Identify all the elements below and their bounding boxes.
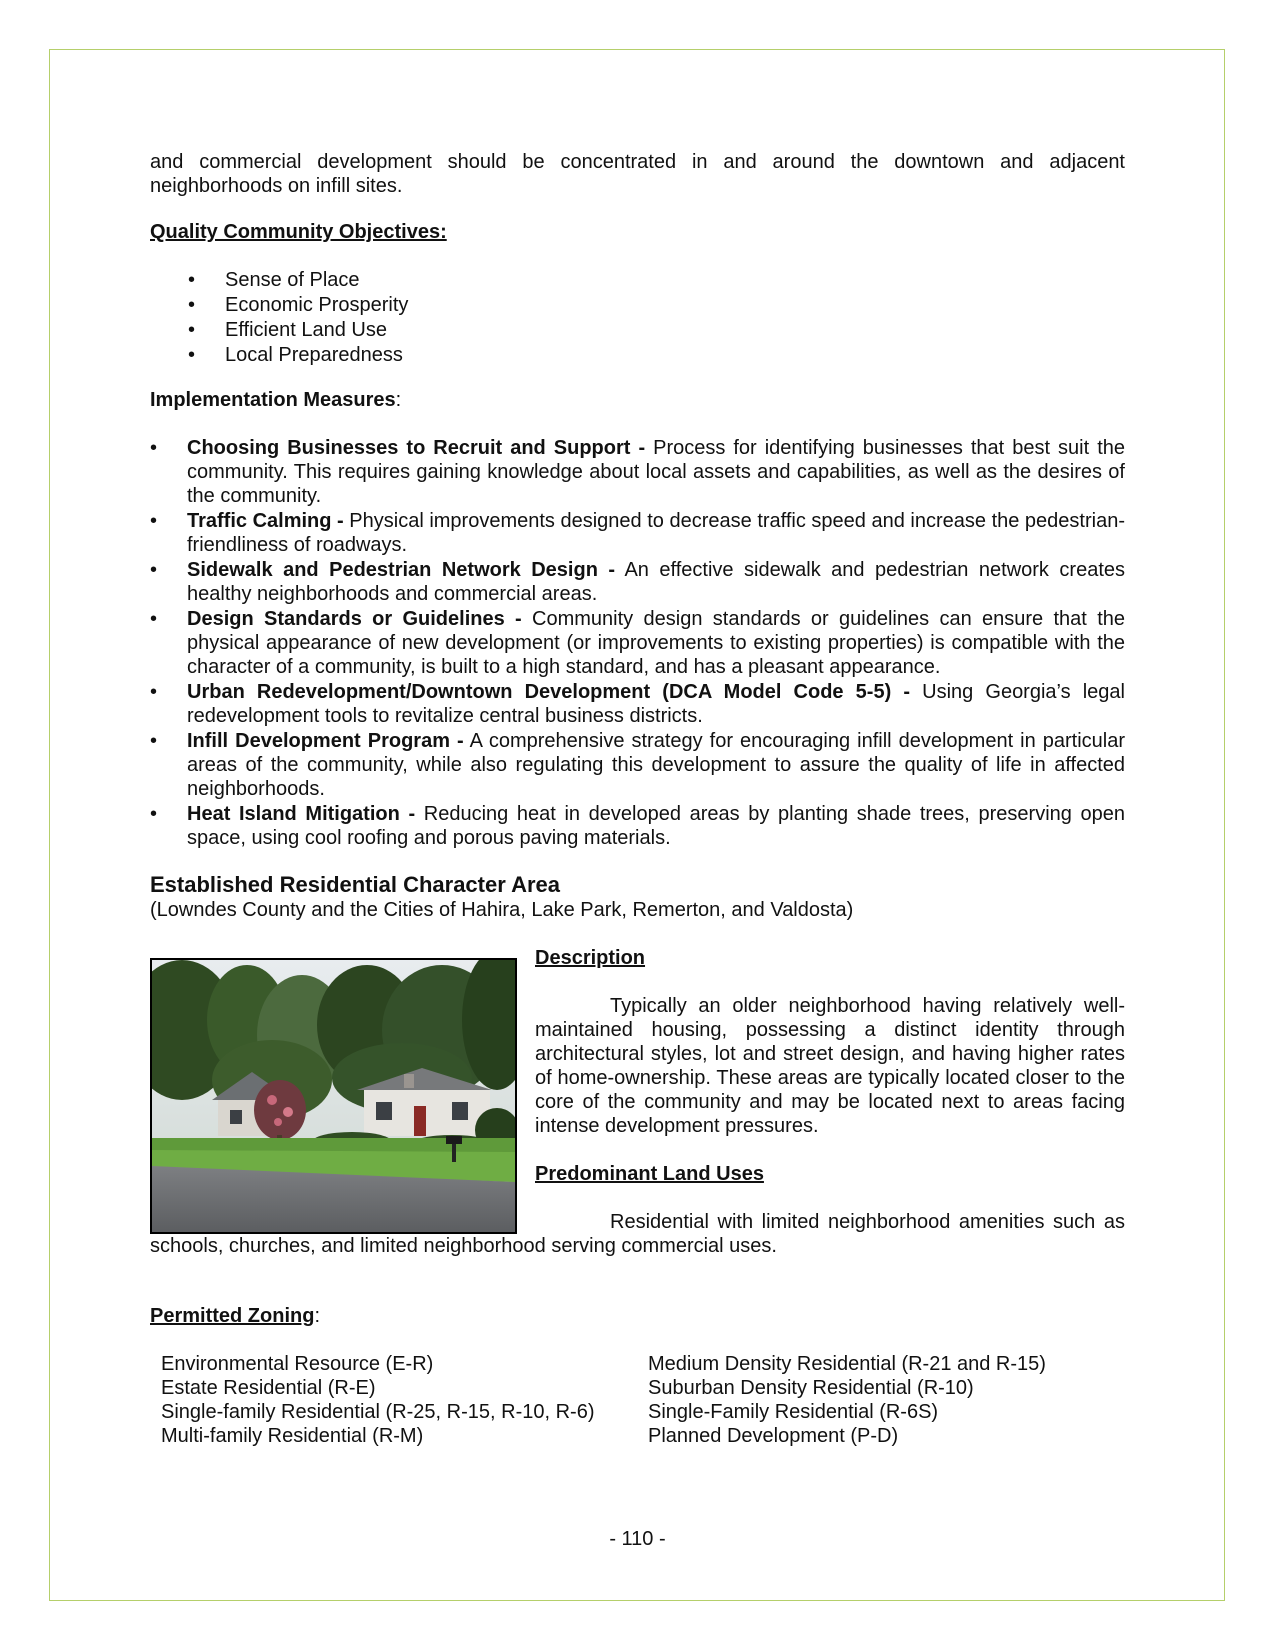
bullet-icon: • bbox=[150, 681, 158, 703]
permitted-zoning-table bbox=[161, 1352, 1125, 1448]
list-item: • Traffic Calming - Physical improvements designed to decrease traffic speed and increase the pedestrian-friendliness of roadways. bbox=[150, 510, 1125, 556]
list-item: • Efficient Land Use bbox=[188, 319, 387, 341]
bullet-icon: • bbox=[150, 803, 158, 825]
description-section bbox=[150, 946, 1125, 1258]
implementation-list bbox=[150, 436, 1125, 850]
house-photo-image bbox=[152, 960, 515, 1232]
land-uses-text: Residential with limited neighborhood amenities such as schools, churches, and limited neighborhood serving commercial uses. bbox=[150, 1211, 1125, 1257]
zoning-item: Single-family Residential (R-25, R-15, R-10, R-6) bbox=[161, 1401, 595, 1423]
bullet-icon: • bbox=[188, 319, 196, 341]
description-text: Typically an older neighborhood having relatively well-maintained housing, possessing a distinct identity through architectural styles, lot and street design, and having higher rates of home-ownership. These areas are typically located closer to the core of the community and may be located next to areas facing intense development pressures. bbox=[535, 995, 1125, 1137]
bullet-icon: • bbox=[150, 559, 158, 581]
zoning-item: Estate Residential (R-E) bbox=[161, 1377, 376, 1399]
zoning-item: Multi-family Residential (R-M) bbox=[161, 1425, 424, 1447]
bullet-icon: • bbox=[188, 269, 196, 291]
zoning-item: Environmental Resource (E-R) bbox=[161, 1353, 434, 1375]
zoning-column-right bbox=[648, 1352, 1118, 1448]
quality-objectives-heading: Quality Community Objectives: bbox=[150, 221, 447, 243]
bullet-icon: • bbox=[150, 437, 158, 459]
list-item: • Sidewalk and Pedestrian Network Design - An effective sidewalk and pedestrian network creates healthy neighborhoods and commercial areas. bbox=[150, 559, 1125, 605]
bullet-icon: • bbox=[150, 510, 158, 532]
list-item: • Sense of Place bbox=[188, 269, 360, 291]
permitted-zoning-heading: Permitted Zoning: bbox=[150, 1305, 321, 1327]
bullet-icon: • bbox=[150, 608, 158, 630]
list-item: • Infill Development Program - A comprehensive strategy for encouraging infill development in particular areas of the community, while also regulating this development to assure the quality of life in affected neighborhoods. bbox=[150, 730, 1126, 800]
quality-objectives-list bbox=[150, 268, 1125, 368]
implementation-heading: Implementation Measures: bbox=[150, 389, 402, 411]
neighborhood-photo bbox=[150, 958, 517, 1234]
zoning-item: Medium Density Residential (R-21 and R-15) bbox=[648, 1353, 1046, 1375]
list-item: • Design Standards or Guidelines - Community design standards or guidelines can ensure that the physical appearance of new development (or improvements to existing properties) is compatible with the character of a community, is built to a high standard, and has a pleasant appearance. bbox=[150, 608, 1125, 678]
zoning-item: Single-Family Residential (R-6S) bbox=[648, 1401, 939, 1423]
zoning-column-left bbox=[161, 1352, 648, 1448]
zoning-item: Suburban Density Residential (R-10) bbox=[648, 1377, 974, 1399]
list-item: • Urban Redevelopment/Downtown Development (DCA Model Code 5-5) - Using Georgia’s legal redevelopment tools to revitalize central business districts. bbox=[150, 681, 1125, 727]
page-number: - 110 - bbox=[609, 1528, 666, 1550]
description-heading: Description bbox=[535, 947, 646, 969]
character-area-title: Established Residential Character Area bbox=[150, 872, 561, 897]
zoning-item: Planned Development (P-D) bbox=[648, 1425, 899, 1447]
list-item: • Heat Island Mitigation - Reducing heat in developed areas by planting shade trees, preserving open space, using cool roofing and porous paving materials. bbox=[150, 803, 1126, 849]
list-item: • Local Preparedness bbox=[188, 344, 403, 366]
bullet-icon: • bbox=[188, 344, 196, 366]
list-item: • Economic Prosperity bbox=[188, 294, 409, 316]
bullet-icon: • bbox=[188, 294, 196, 316]
bullet-icon: • bbox=[150, 730, 158, 752]
document-body bbox=[150, 150, 1125, 1448]
character-area-subtitle: (Lowndes County and the Cities of Hahira, Lake Park, Remerton, and Valdosta) bbox=[150, 899, 854, 921]
list-item: • Choosing Businesses to Recruit and Support - Process for identifying businesses that best suit the community. This requires gaining knowledge about local assets and capabilities, as well as the desires of the community. bbox=[150, 437, 1125, 507]
intro-paragraph: and commercial development should be concentrated in and around the downtown and adjacent neighborhoods on infill sites. bbox=[150, 151, 1125, 197]
land-uses-heading: Predominant Land Uses bbox=[535, 1163, 764, 1185]
